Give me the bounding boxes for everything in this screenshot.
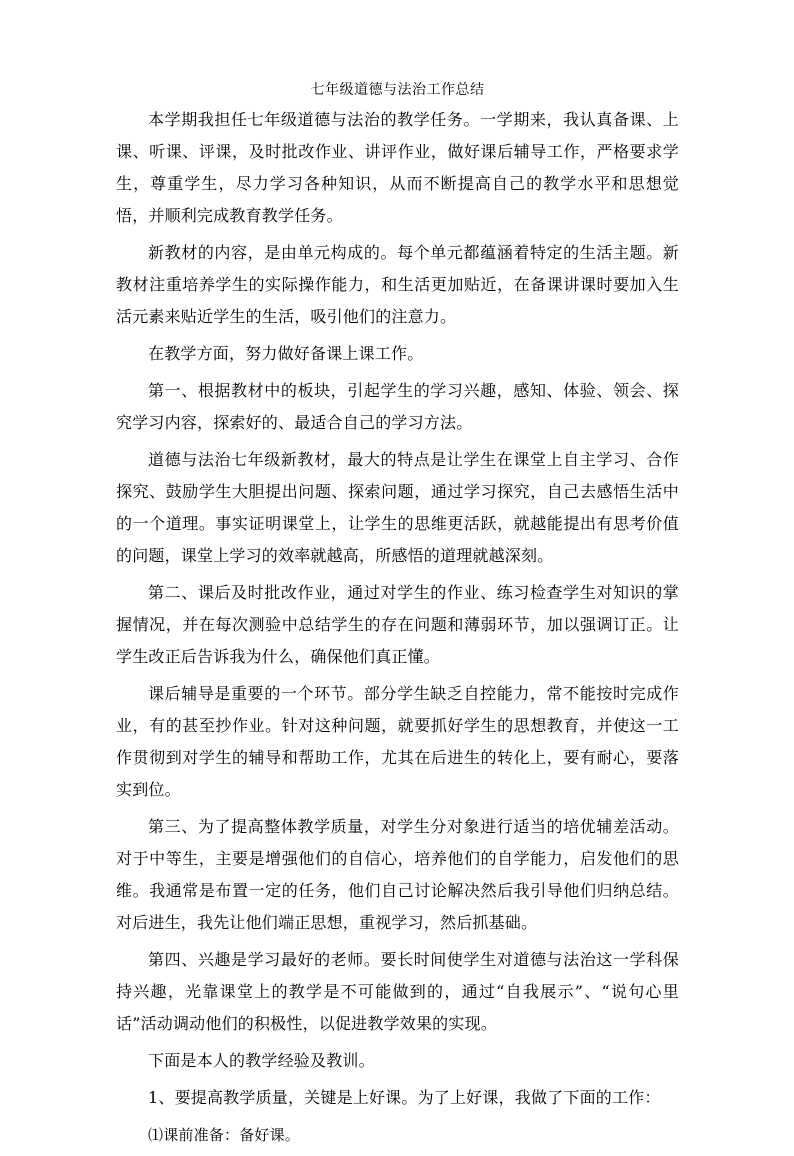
paragraph-first-point: 第一、根据教材中的板块，引起学生的学习兴趣，感知、体验、领会、探究学习内容，探索好的、最适合自己的学习方法。: [116, 381, 679, 432]
paragraph-third-point: 第三、为了提高整体教学质量，对学生分对象进行适当的培优辅差活动。对于中等生，主要是增强他们的自信心，培养他们的自学能力，启发他们的思维。我通常是布置一定的任务，他们自己讨论解决然后我引导他们归纳总结。对后进生，我先让他们端正思想，重视学习，然后抓基础。: [116, 817, 679, 932]
paragraph-list-item-1: 1、要提高教学质量，关键是上好课。为了上好课，我做了下面的工作：: [148, 1088, 661, 1107]
paragraph-tutoring: 课后辅导是重要的一个环节。部分学生缺乏自控能力，常不能按时完成作业，有的甚至抄作业。针对这种问题，就要抓好学生的思想教育，并使这一工作贯彻到对学生的辅导和帮助工作，尤其在后进生的转化上，要有耐心，要落实到位。: [116, 684, 679, 799]
paragraph-textbook-feature: 道德与法治七年级新教材，最大的特点是让学生在课堂上自主学习、合作探究、鼓励学生大胆提出问题、探索问题，通过学习探究，自己去感悟生活中的一个道理。事实证明课堂上，让学生的思维更活跃，就越能提出有思考价值的问题，课堂上学习的效率就越高，所感悟的道理就越深刻。: [116, 450, 679, 565]
paragraph-experience-intro: 下面是本人的教学经验及教训。: [148, 1051, 375, 1070]
paragraph-sub-item-1: ⑴课前准备：备好课。: [148, 1126, 301, 1144]
paragraph-teaching-aspect: 在教学方面，努力做好备课上课工作。: [148, 344, 424, 363]
paragraph-second-point: 第二、课后及时批改作业，通过对学生的作业、练习检查学生对知识的掌握情况，并在每次测验中总结学生的存在问题和薄弱环节，加以强调订正。让学生改正后告诉我为什么，确保他们真正懂。: [116, 583, 679, 666]
paragraph-new-textbook: 新教材的内容，是由单元构成的。每个单元都蕴涵着特定的生活主题。新教材注重培养学生的实际操作能力，和生活更加贴近，在备课讲课时要加入生活元素来贴近学生的生活，吸引他们的注意力。: [116, 243, 679, 326]
document-body: [116, 80, 679, 1156]
paragraph-intro: 本学期我担任七年级道德与法治的教学任务。一学期来，我认真备课、上课、听课、评课，及时批改作业、讲评作业，做好课后辅导工作，严格要求学生，尊重学生，尽力学习各种知识，从而不断提高自己的教学水平和思想觉悟，并顺利完成教育教学任务。: [116, 110, 679, 225]
paragraph-fourth-point: 第四、兴趣是学习最好的老师。要长时间使学生对道德与法治这一学科保持兴趣，光靠课堂上的教学是不可能做到的，通过“自我展示”、“说句心里话”活动调动他们的积极性，以促进教学效果的实现。: [116, 950, 679, 1033]
document-title: 七年级道德与法治工作总结: [310, 82, 485, 98]
